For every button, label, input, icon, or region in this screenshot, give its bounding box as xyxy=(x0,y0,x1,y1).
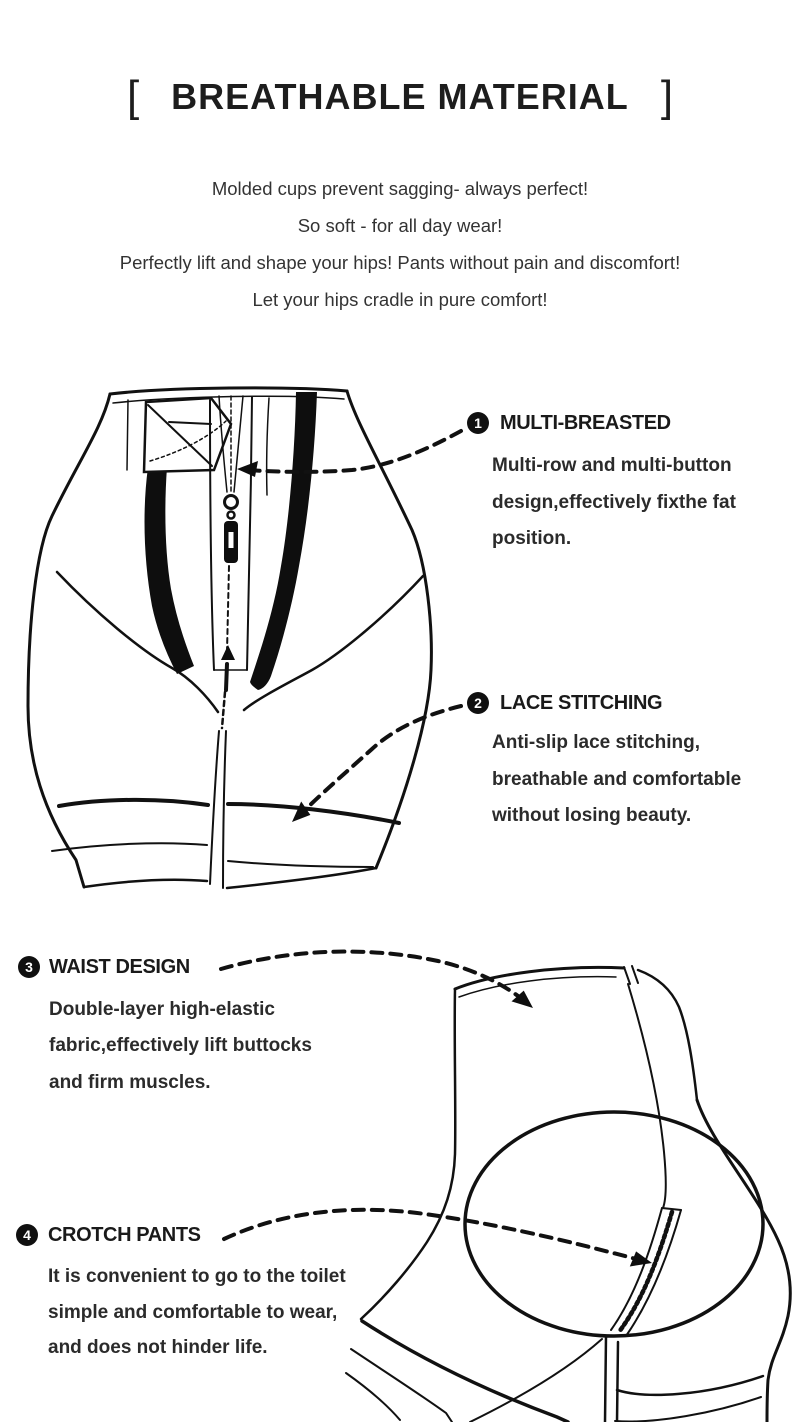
feature-text-line: without losing beauty. xyxy=(492,805,692,826)
feature-text-line: and does not hinder life. xyxy=(48,1337,268,1359)
callout-arrow-lace-stitching xyxy=(286,706,461,828)
feature-body xyxy=(492,448,736,558)
intro-line: Let your hips cradle in pure comfort! xyxy=(252,289,548,310)
arrowhead-icon xyxy=(630,1251,654,1271)
feature-body xyxy=(492,725,741,835)
up-arrowhead-icon xyxy=(221,645,235,660)
back-view-illustration xyxy=(346,966,790,1422)
feature-number-badge: 2 xyxy=(467,692,489,714)
feature-number-badge: 3 xyxy=(18,956,40,978)
lace-trim xyxy=(52,800,399,867)
feature-text-line: breathable and comfortable xyxy=(492,768,742,790)
intro-line: Molded cups prevent sagging- always perfect! xyxy=(211,178,589,199)
feature-number-badge: 4 xyxy=(16,1224,38,1246)
feature-text-line: Double-layer high-elastic xyxy=(49,999,275,1020)
bracket-right: ] xyxy=(660,72,674,121)
intro-line: So soft - for all day wear! xyxy=(297,215,503,236)
front-zipper xyxy=(127,396,269,728)
feature-text-line: Anti-slip lace stitching, xyxy=(492,732,700,753)
feature-title-multi-breasted: MULTI-BREASTED xyxy=(500,412,671,434)
feature-text-line: design,effectively fixthe fat xyxy=(492,491,736,513)
feature-text-line: and firm muscles. xyxy=(49,1071,211,1093)
hook-straps xyxy=(145,392,317,690)
button-flap xyxy=(144,398,231,472)
feature-title-lace-stitching: LACE STITCHING xyxy=(500,692,663,714)
callout-arrow-multi-breasted xyxy=(237,431,461,477)
feature-text-line: Multi-row and multi-button xyxy=(492,455,732,476)
feature-text-line: position. xyxy=(492,528,572,550)
feature-text-line: It is convenient to go to the toilet xyxy=(48,1266,346,1287)
feature-title-waist-design: WAIST DESIGN xyxy=(49,956,190,978)
feature-title-crotch-pants: CROTCH PANTS xyxy=(48,1224,201,1246)
feature-body xyxy=(48,1259,346,1366)
feature-text-line: fabric,effectively lift buttocks xyxy=(49,1035,312,1057)
buttock-contour xyxy=(465,1112,763,1336)
feature-text-line: simple and comfortable to wear, xyxy=(48,1301,338,1323)
intro-copy xyxy=(0,170,800,318)
feature-number-badge: 1 xyxy=(467,412,489,434)
crotch-zipper xyxy=(611,1208,681,1336)
feature-body xyxy=(49,992,312,1101)
arrowhead-icon xyxy=(237,461,258,477)
front-view-illustration xyxy=(28,388,431,888)
page-title: BREATHABLE MATERIAL xyxy=(171,76,629,117)
intro-line: Perfectly lift and shape your hips! Pants without pain and discomfort! xyxy=(119,252,681,273)
title-row xyxy=(0,70,800,124)
arrowhead-icon xyxy=(512,989,538,1015)
arrowhead-icon xyxy=(286,801,312,827)
bracket-left: [ xyxy=(126,72,140,121)
